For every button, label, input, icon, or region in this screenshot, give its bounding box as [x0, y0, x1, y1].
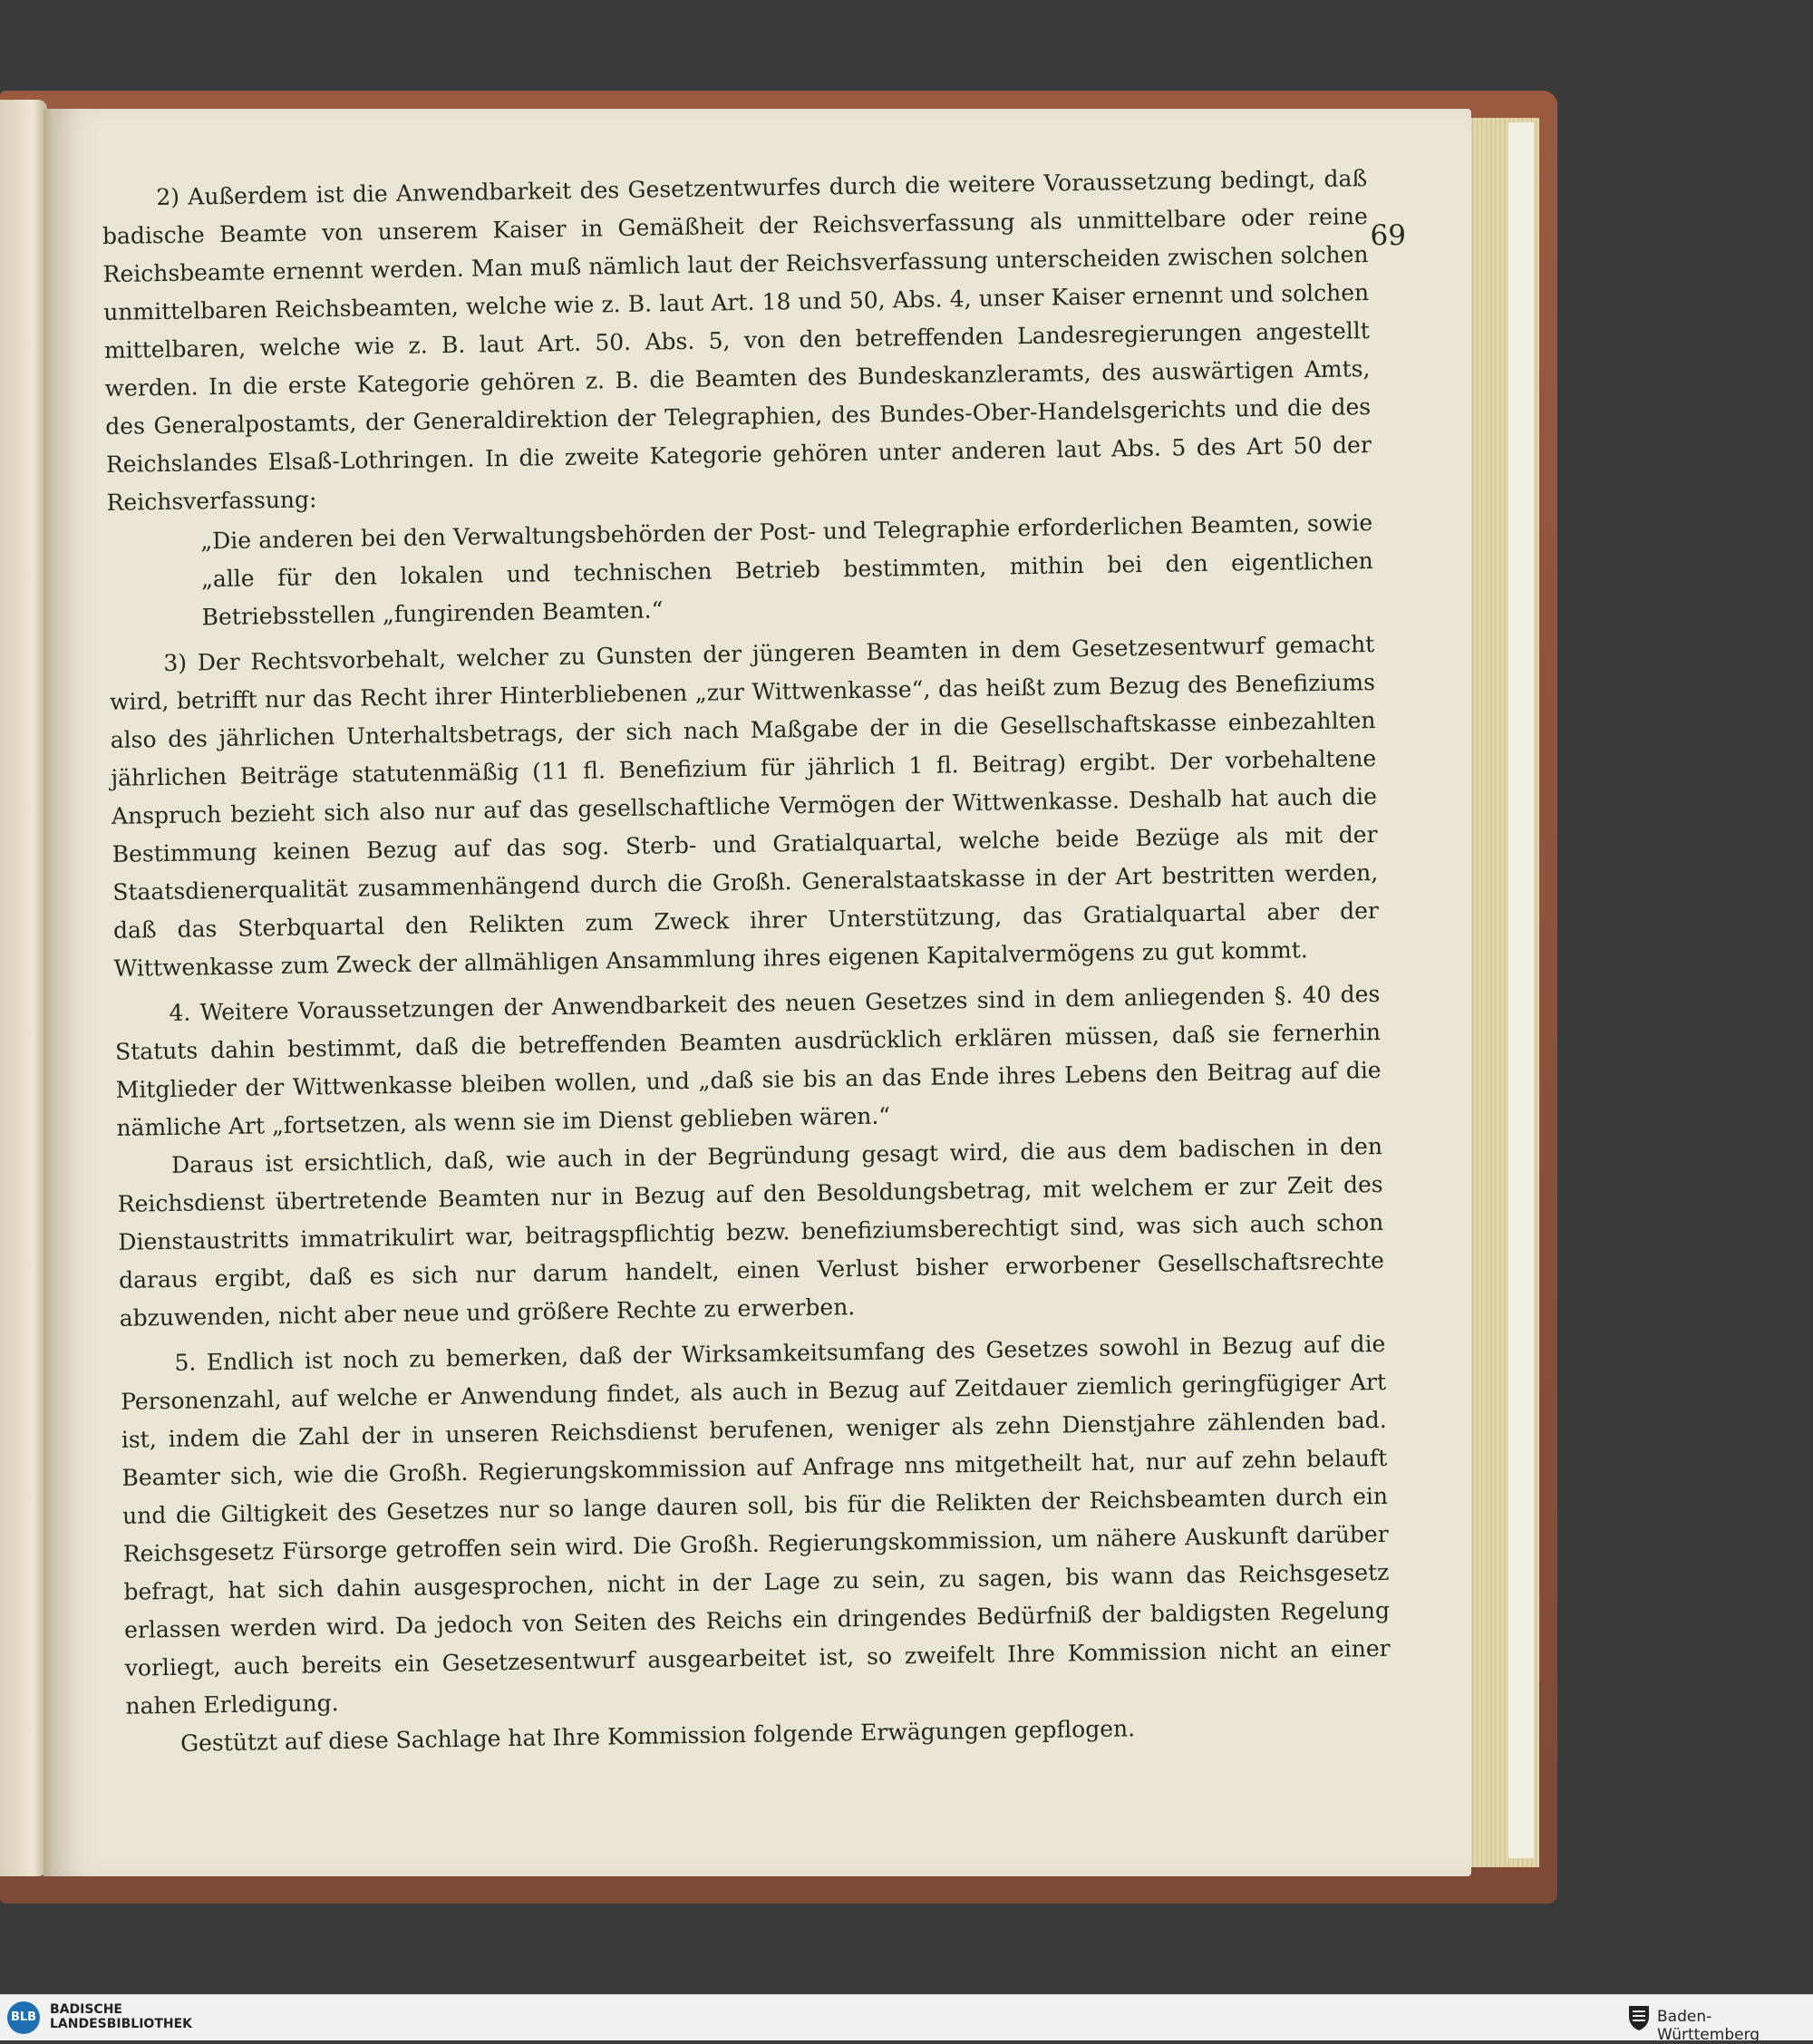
facing-page-edge — [0, 100, 47, 1876]
blb-logo[interactable]: BLB — [7, 2001, 40, 2034]
paragraph-conclusion: Gestützt auf diese Sachlage hat Ihre Kommission folgende Erwägungen gepflogen. — [179, 1715, 1136, 1757]
page-edges-white — [1508, 122, 1534, 1858]
state-name[interactable]: Baden-Württemberg — [1657, 2008, 1760, 2044]
library-name[interactable] — [50, 2002, 192, 2031]
page-number: 69 — [1370, 219, 1406, 252]
paragraph-2: 2) Außerdem ist die Anwendbarkeit des Gesetzentwurfes durch die weitere Voraussetzung bedingt, daß badische Beamte von unserem Kaiser in Gemäßheit der Reichsverfassung als unmittelbare oder reine Reichsbeamte ernennt werden. Man muß nämlich laut der Reichsverfassung unterscheiden zwischen solchen unmittelbaren Reichsbeamten, welche wie z. B. laut Art. 18 und 50, Abs. 4, unser Kaiser ernennt und solchen mittelbaren, welche wie z. B. laut Art. 50. Abs. 5, von den betreffenden Landesregierungen angestellt werden. In die erste Kategorie gehören z. B. die Beamten des Bundeskanzleramts, des auswärtigen Amts, des Generalpostamts, der Generaldirektion der Telegraphien, des Bundes-Ober-Handelsgerichts und die des Reichslandes Elsaß-Lothringen. In die zweite Kategorie gehören unter anderen laut Abs. 5 des Art 50 der Reichsverfassung: — [102, 165, 1372, 516]
library-name-line2: LANDESBIBLIOTHEK — [50, 2017, 193, 2031]
paragraph-5: 5. Endlich ist noch zu bemerken, daß der Wirksamkeitsumfang des Gesetzes sowohl in Bezug auf die Personenzahl, auf welche er Anwendung findet, als auch in Bezug auf Zeitdauer ziemlich geringfügiger Art ist, indem die Zahl der in unseren Reichsdienst berufenen, weniger als zehn Dienstjahre zählenden bad. Beamter sich, wie die Großh. Regierungskommission auf Anfrage nns mitgetheilt hat, nur auf zehn belauft und die Giltigkeit des Gesetzes nur so lange dauren soll, bis für die Relikten der Reichsbeamten durch ein Reichsgesetz Fürsorge getroffen sein wird. Die Großh. Regierungskommission, um nähere Auskunft darüber befragt, hat sich dahin ausgesprochen, nicht in der Lage zu sein, zu sagen, bis wann das Reichsgesetz erlassen werden wird. Da jedoch von Seiten des Reichs ein dringendes Bedürfniß der baldigsten Regelung vorliegt, auch bereits ein Gesetzesentwurf ausgearbeitet ist, so zweifelt Ihre Kommission nicht an einer nahen Erledigung. — [120, 1330, 1391, 1719]
page-text — [102, 160, 1391, 1764]
viewer-footer — [0, 1994, 1813, 2044]
paragraph-4: 4. Weitere Voraussetzungen der Anwendbarkeit des neuen Gesetzes sind in dem anliegenden §. 40 des Statuts dahin bestimmt, daß die betreffenden Beamten ausdrücklich erklären müssen, daß sie fernerhin Mitglieder der Wittwenkasse bleiben wollen, und „daß sie bis an das Ende ihres Lebens den Beitrag auf die nämliche Art „fortsetzen, als wenn sie im Dienst geblieben wären.“ — [114, 980, 1382, 1141]
coat-of-arms-icon — [1627, 2004, 1651, 2031]
paragraph-3: 3) Der Rechtsvorbehalt, welcher zu Gunsten der jüngeren Beamten in dem Gesetzesentwurf gemacht wird, betrifft nur das Recht ihrer Hinterbliebenen „zur Wittwenkasse“, das heißt zum Bezug des Benefiziums also des jährlichen Unterhaltsbetrags, der sich nach Maßgabe der in die Gesellschaftskasse einbezahlten jährlichen Beiträge statutenmäßig (11 fl. Benefizium für jährlich 1 fl. Beitrag) ergibt. Der vorbehaltene Anspruch bezieht sich also nur auf das gesellschaftliche Vermögen der Wittwenkasse. Deshalb hat auch die Bestimmung keinen Bezug auf das sog. Sterb- und Gratialquartal, welche beide Bezüge als mit der Staatsdienerqualität zusammenhängend durch die Großh. Generalstaatskasse in der Art bestritten werden, daß das Sterbquartal den Relikten zum Zweck ihrer Unterstützung, das Gratialquartal aber der Wittwenkasse zum Zweck der allmähligen Ansammlung ihres eigenen Kapitalvermögens zu gut kommt. — [109, 631, 1380, 982]
quotation: „Die anderen bei den Verwaltungsbehörden der Post- und Telegraphie erforderlichen Beamten, sowie „alle für den lokalen und technischen Betrieb bestimmten, mithin bei den eigentlichen Betriebsstellen „fungirenden Beamten.“ — [200, 509, 1374, 631]
paragraph-daraus: Daraus ist ersichtlich, daß, wie auch in der Begründung gesagt wird, die aus dem badischen in den Reichsdienst übertretende Beamten nur in Bezug auf den Besoldungsbetrag, mit welchem er zur Zeit des Dienstaustritts immatrikulirt war, beitragspflichtig bezw. benefiziumsberechtigt sind, was sich auch schon daraus ergibt, daß es sich nur darum handelt, einen Verlust bisher erworbener Gesellschaftsrechte abzuwenden, nicht aber neue und größere Rechte zu erwerben. — [117, 1132, 1385, 1332]
library-name-line1: BADISCHE — [50, 2002, 122, 2017]
